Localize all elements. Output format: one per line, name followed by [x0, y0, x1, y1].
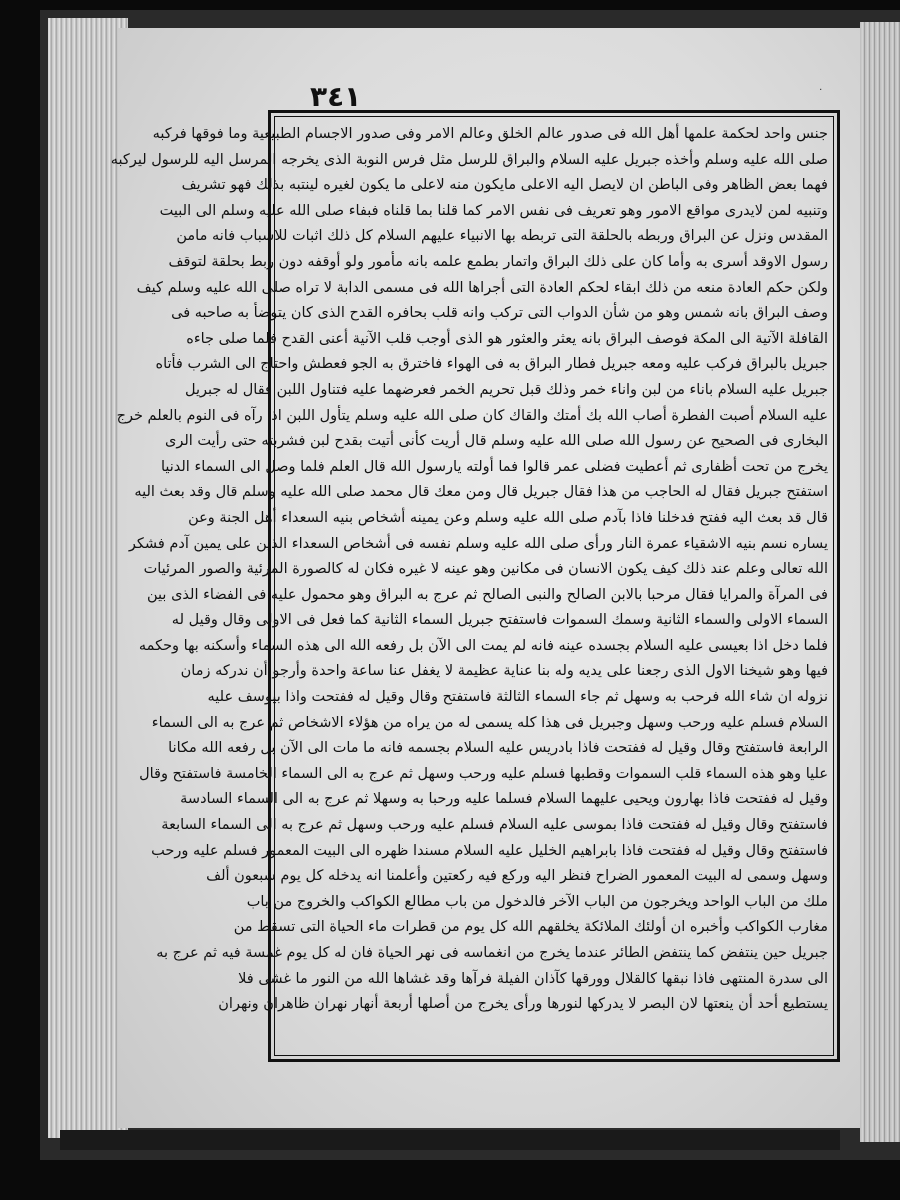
text-line: صلى الله عليه وسلم وأخذه جبريل عليه السلام والبراق للرسل مثل فرس النوبة الذى يخرجه المرسل اليه للرسول ليركبه [110, 151, 828, 168]
text-line: ملك من الباب الواحد ويخرجون من الباب الآخر فالدخول من باب مطالع الكواكب والخروج من باب [246, 893, 828, 910]
page-edges-right [860, 22, 900, 1142]
text-line: نزوله ان شاء الله فرحب به وسهل ثم جاء السماء الثالثة فاستفتح وقال وقيل له ففتحت واذا بيوسف عليه [207, 689, 828, 706]
text-line: فاستفتح وقال وقيل له ففتحت فاذا بابراهيم الخليل عليه السلام مسندا ظهره الى البيت المعمور فسلم عليه ورحب [151, 842, 828, 859]
text-line: فيها وهو شيخنا الاول الذى رجعنا على يديه وله بنا عناية عظيمة لا يغفل عنا ساعة واحدة وأرجو أن ندركه زمان [180, 663, 828, 680]
text-line: عليه السلام أصبت الفطرة أصاب الله بك أمتك والقاك كان صلى الله عليه وسلم يتأول اللبن اذا رآه فى النوم بالعلم خرج [116, 407, 828, 424]
text-line: المقدس ونزل عن البراق وربطه بالحلقة التى تربطه بها الانبياء عليهم السلام كل ذلك اثبات للاسباب فانه مامن [176, 228, 828, 245]
text-line: السلام فسلم عليه ورحب وسهل وجبريل فى هذا كله يسمى له من يراه من هؤلاء الاشخاص ثم عرج به الى السماء [151, 714, 828, 731]
text-line: وقيل له ففتحت فاذا بهارون ويحيى عليهما السلام فسلما عليه ورحبا به وسهلا ثم عرج به الى السماء السادسة [180, 791, 828, 808]
text-line: استفتح جبريل فقال له الحاجب من هذا فقال جبريل قال ومن معك قال محمد صلى الله عليه وسلم قال وقد بعث اليه [134, 484, 828, 501]
text-line: فلما دخل اذا بعيسى عليه السلام بجسده عينه فانه لم يمت الى الآن بل رفعه الله الى هذه السماء وأسكنه بها وحكمه [138, 637, 828, 654]
text-line: السماء الاولى والسماء الثانية وسمك السموات فاستفتح جبريل السماء الثانية كما فعل فى الاولى وقال وقيل له [171, 612, 828, 629]
body-text [110, 122, 828, 1050]
text-line: جبريل عليه السلام باناء من لبن واناء خمر وذلك قبل تحريم الخمر فعرضهما عليه فتناول اللبن فقال له جبريل [185, 381, 828, 398]
text-line: الله تعالى وعلم عند ذلك كيف يكون الانسان فى مكانين وهو عينه لا غيره فكان له كالصورة المرئية والصور المرئيات [143, 561, 828, 578]
text-line: وصف البراق بانه شمس وهو من شأن الدواب التى تركب وانه قلب بحافره القدح الذى كان يتوضأ به صاحبه فى [171, 305, 828, 322]
bottom-shadow [60, 1130, 840, 1150]
text-line: قال قد بعث اليه ففتح فدخلنا فاذا بآدم صلى الله عليه وسلم وعن يمينه أشخاص بنيه السعداء أهل الجنة وعن [188, 509, 828, 526]
text-line: عليا وهو هذه السماء قلب السموات وقطبها فسلم عليه ورحب وسهل ثم عرج به الى السماء الخامسة فاستفتح وقال [139, 765, 828, 782]
text-line: وتنبيه لمن لايدرى مواقع الامور وهو تعريف فى نفس الامر كما قلنا بما قلناه فبفاء صلى الله عليه وسلم الى البيت [159, 202, 828, 219]
text-line: ولكن حكم العادة منعه من ذلك ابقاء لحكم العادة التى أجراها الله فى مسمى الدابة لا تراه صلى الله عليه وسلم كيف [136, 279, 828, 296]
page-number: ٣٤١ [310, 80, 362, 113]
corner-mark: ٠ [818, 84, 824, 95]
text-line [280, 1018, 828, 1044]
page-edges-left [48, 18, 128, 1138]
text-line: مغارب الكواكب وأخبره ان أولئك الملائكة يخلقهم الله كل يوم من قطرات ماء الحياة التى تسقط من [233, 919, 828, 936]
text-line: البخارى فى الصحيح عن رسول الله صلى الله عليه وسلم قال أريت كأنى أتيت بقدح لبن فشربته حتى رأيت الرى [164, 433, 828, 450]
text-line: يخرج من تحت أظفارى ثم أعطيت فضلى عمر قالوا فما أولته يارسول الله قال العلم فلما وصل الى السماء الدنيا [160, 458, 828, 475]
text-line: جبريل بالبراق فركب عليه ومعه جبريل فطار البراق به فى الهواء فاخترق به الجو فعطش واحتاج الى الشرب فأتاه [155, 356, 828, 373]
text-line: يساره نسم بنيه الاشقياء عمرة النار ورأى صلى الله عليه وسلم نفسه فى أشخاص السعداء الذين على يمين آدم فشكر [128, 535, 828, 552]
text-line: فهما بعض الظاهر وفى الباطن ان لايصل اليه الاعلى مايكون منه لاعلى ما يكون لغيره لينتبه بذلك فهو تشريف [181, 177, 828, 194]
text-line: يستطيع أحد أن ينعتها لان البصر لا يدركها لنورها ورأى يخرج من أصلها أربعة أنهار نهران ظاهران ونهران [218, 996, 828, 1013]
text-line: فى المرآة والمرايا فقال مرحبا بالابن الصالح والنبى الصالح ثم عرج به البراق وهو محمول عليه فى الفضاء الذى بين [147, 586, 828, 603]
text-line: الى سدرة المنتهى فاذا نبقها كالقلال وورقها كآذان الفيلة فرآها وقد غشاها الله من النور ما غشى فلا [238, 970, 828, 987]
text-line: القافلة الآتية الى المكة فوصف البراق بانه يعثر والعثور هو الذى أوجب قلب الآنية أعنى القدح فلما صلى جاءه [186, 330, 828, 347]
text-line: جبريل حين ينتفض كما ينتفض الطائر عندما يخرج من انغماسه فى نهر الحياة فان له كل يوم غمسة فيه ثم عرج به [156, 945, 828, 961]
text-line: الرابعة فاستفتح وقال وقيل له ففتحت فاذا بادريس عليه السلام بجسمه فانه ما مات الى الآن بل رفعه الله مكانا [168, 740, 828, 757]
text-line: فاستفتح وقال وقيل له ففتحت فاذا بموسى عليه السلام فسلم عليه ورحب وسهل ثم عرج به الى السماء السابعة [161, 817, 828, 834]
text-line: رسول الاوقد أسرى به وأما كان على ذلك البراق واتمار بطمع علمه بانه مأمور ولو أوقفه دون ربط بحلقة لتوقف [168, 253, 828, 270]
text-line: وسهل وسمى له البيت المعمور الضراح فنظر اليه وركع فيه ركعتين وأعلمنا انه يدخله كل يوم سبعون ألف [206, 868, 828, 885]
text-line: جنس واحد لحكمة علمها أهل الله فى صدور عالم الخلق وعالم الامر وفى صدور الاجسام الطبيعية وما فوقها فركبه [152, 126, 828, 142]
